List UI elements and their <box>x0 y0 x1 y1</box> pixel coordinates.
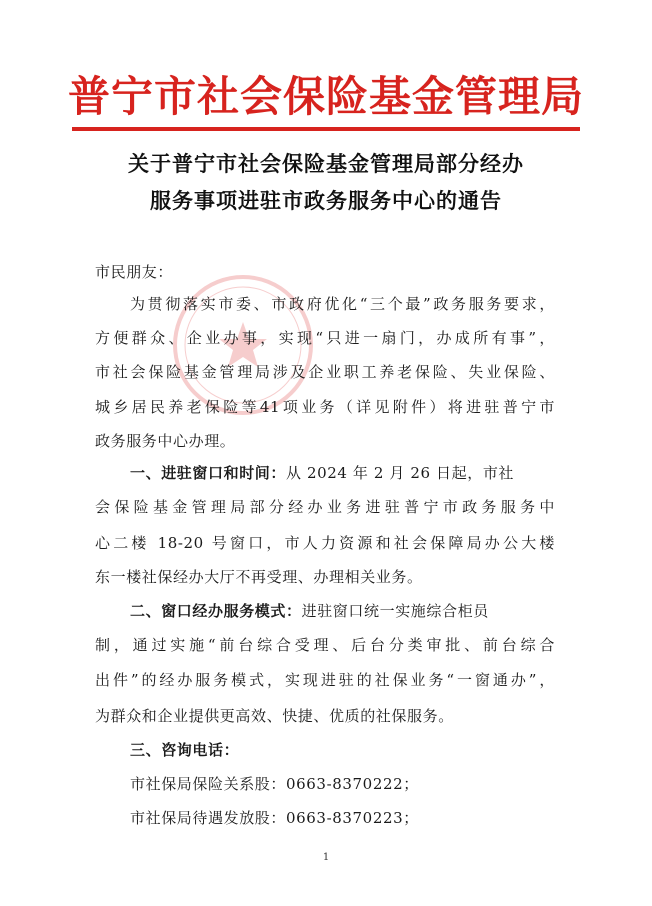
page-number: 1 <box>322 852 330 863</box>
section-3-heading-text: 三、咨询电话： <box>130 741 240 759</box>
section-2-text: 进驻窗口统一实施综合柜员 <box>301 602 489 620</box>
paragraph-1-line: 方便群众、企业办事，实现“只进一扇门，办成所有事”， <box>95 329 555 347</box>
section-2-line: 制，通过实施“前台综合受理、后台分类审批、前台综合 <box>95 636 555 654</box>
section-1-text: 从 2024 年 2 月 26 日起，市社 <box>286 464 515 482</box>
phone-line: 市社保局待遇发放股：0663-8370223； <box>130 809 419 827</box>
paragraph-1-line: 为贯彻落实市委、市政府优化“三个最”政务服务要求， <box>130 295 555 313</box>
section-1-first-line <box>130 463 555 483</box>
section-1-heading: 一、进驻窗口和时间： <box>130 464 287 482</box>
phone-line: 市社保局保险关系股：0663-8370222； <box>130 775 419 793</box>
section-1-line: 东一楼社保经办大厅不再受理、办理相关业务。 <box>95 568 423 586</box>
paragraph-1-line: 城乡居民养老保险等41项业务（详见附件）将进驻普宁市 <box>95 398 555 416</box>
paragraph-1-line: 市社会保险基金管理局涉及企业职工养老保险、失业保险、 <box>95 363 555 381</box>
section-2-first-line <box>130 601 555 621</box>
section-2-line: 出件”的经办服务模式，实现进驻的社保业务“一窗通办”， <box>95 671 555 689</box>
section-1-line: 心二楼 18-20 号窗口，市人力资源和社会保障局办公大楼 <box>95 534 555 552</box>
letterhead-divider <box>72 127 580 131</box>
section-1-line: 会保险基金管理局部分经办业务进驻普宁市政务服务中 <box>95 498 555 516</box>
letterhead: 普宁市社会保险基金管理局 <box>67 72 584 121</box>
notice-title-line-1: 关于普宁市社会保险基金管理局部分经办 <box>128 152 524 176</box>
paragraph-1-line: 政务服务中心办理。 <box>95 432 236 450</box>
section-2-heading: 二、窗口经办服务模式： <box>130 602 302 620</box>
section-3-heading <box>130 740 555 760</box>
salutation: 市民朋友： <box>95 263 174 281</box>
notice-title-line-2: 服务事项进驻市政务服务中心的通告 <box>150 189 502 213</box>
section-2-line: 为群众和企业提供更高效、快捷、优质的社保服务。 <box>95 707 454 725</box>
